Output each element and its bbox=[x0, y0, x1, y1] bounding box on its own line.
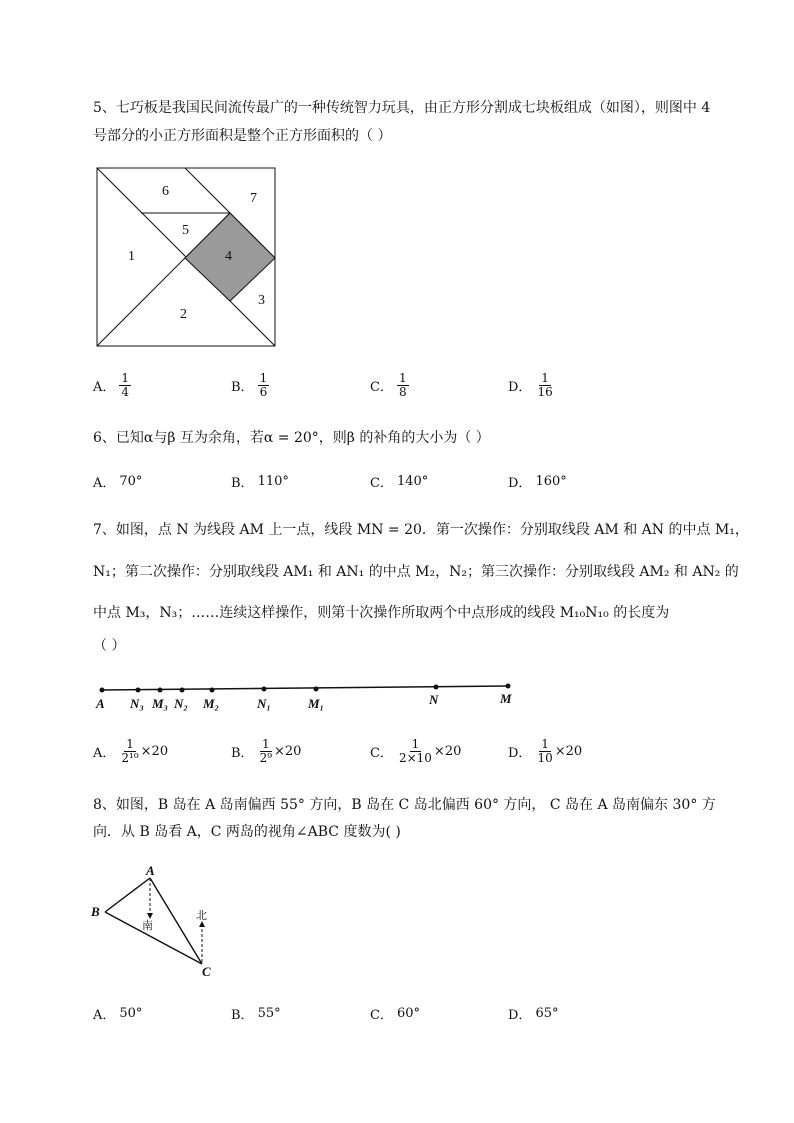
segment-label-n1: N₁ bbox=[257, 696, 271, 711]
islands-line-ac bbox=[150, 878, 202, 964]
q5-option-c-label: C． bbox=[370, 380, 393, 395]
q7-text-line3: 中点 M₃，N₃；……连续这样操作，则第十次操作所取两个中点形成的线段 M₁₀N₁₀ 的长度为 bbox=[93, 605, 670, 621]
q7-text-line1: 7、如图，点 N 为线段 AM 上一点，线段 MN = 20．第一次操作：分别取线段 AM 和 AN 的中点 M₁， bbox=[93, 522, 749, 538]
islands-figure bbox=[88, 860, 223, 980]
segment-point-n bbox=[434, 685, 439, 690]
segment-point-a bbox=[100, 688, 105, 693]
segment-point-m2 bbox=[210, 688, 215, 693]
tangram-label-5: 5 bbox=[182, 223, 189, 238]
tangram-label-7: 7 bbox=[250, 191, 257, 206]
segment-point-n3 bbox=[136, 688, 141, 693]
q7-option-b-fraction: $\frac{1}{\text{2⁹}}$ bbox=[259, 737, 273, 765]
q7-option-c[interactable]: C． $\frac{1}{2\times 10}$ ×20 bbox=[370, 737, 462, 765]
q6-option-b[interactable]: B． 110° bbox=[231, 474, 289, 491]
q7-option-b[interactable]: B． $\frac{1}{\text{2⁹}}$ ×20 bbox=[231, 737, 302, 765]
q8-option-b[interactable]: B． 55° bbox=[231, 1006, 281, 1023]
segment-point-n1 bbox=[262, 687, 267, 692]
islands-label-north: 北 bbox=[196, 910, 207, 922]
q7-text-line4: （ ） bbox=[93, 638, 126, 654]
tangram-label-3: 3 bbox=[258, 293, 265, 308]
q7-option-a[interactable]: A． $\frac{1}{\text{2¹⁰}}$ ×20 bbox=[93, 737, 169, 765]
q5-option-a-fraction: $\frac{1}{4}$ bbox=[121, 371, 130, 399]
q6-option-c[interactable]: C． 140° bbox=[370, 474, 429, 491]
segment-label-m: M bbox=[500, 691, 512, 706]
segment-figure bbox=[90, 678, 520, 714]
segment-point-m3 bbox=[158, 688, 163, 693]
segment-label-m3: M₃ bbox=[152, 696, 169, 711]
q8-option-c[interactable]: C． 60° bbox=[370, 1006, 420, 1023]
q8-option-d[interactable]: D． 65° bbox=[508, 1006, 559, 1023]
q6-option-b-value: 110° bbox=[257, 474, 289, 489]
q5-option-d[interactable] bbox=[508, 372, 555, 399]
tangram-figure bbox=[96, 167, 278, 349]
q7-option-a-fraction: $\frac{1}{\text{2¹⁰}}$ bbox=[121, 737, 139, 765]
q8-option-b-value: 55° bbox=[257, 1006, 281, 1021]
q6-option-a[interactable]: A． 70° bbox=[93, 474, 143, 491]
q5-option-b-label: B． bbox=[231, 380, 254, 395]
segment-label-m2: M₂ bbox=[203, 696, 220, 711]
q8-option-a-value: 50° bbox=[119, 1006, 143, 1021]
q7-option-d[interactable]: D． $\frac{1}{10}$ ×20 bbox=[508, 737, 583, 765]
tangram-label-1: 1 bbox=[128, 249, 135, 264]
segment-point-n2 bbox=[180, 688, 185, 693]
q5-option-b-fraction: $\frac{1}{6}$ bbox=[259, 371, 268, 399]
segment-point-m bbox=[506, 684, 511, 689]
tangram-label-4: 4 bbox=[225, 249, 232, 264]
islands-label-a: A bbox=[146, 863, 155, 878]
islands-label-b: B bbox=[91, 904, 100, 919]
q5-option-b[interactable] bbox=[231, 372, 269, 399]
q5-text-line1: 5、七巧板是我国民间流传最广的一种传统智力玩具，由正方形分割成七块板组成（如图），则图中 4 bbox=[93, 100, 711, 116]
q8-option-c-value: 60° bbox=[396, 1006, 420, 1021]
q5-option-d-fraction: $\frac{1}{16}$ bbox=[537, 371, 553, 399]
q8-text-line2: 向．从 B 岛看 A，C 两岛的视角∠ABC 度数为( ) bbox=[93, 824, 401, 840]
segment-label-n3: N₃ bbox=[130, 696, 144, 711]
tangram-label-2: 2 bbox=[180, 307, 187, 322]
q8-option-d-value: 65° bbox=[535, 1006, 559, 1021]
segment-label-m1: M₁ bbox=[308, 696, 325, 711]
q7-option-d-fraction: $\frac{1}{10}$ bbox=[537, 737, 553, 765]
islands-label-c: C bbox=[202, 964, 211, 979]
q5-option-d-label: D． bbox=[508, 380, 532, 395]
islands-label-south: 南 bbox=[142, 920, 153, 932]
segment-label-a: A bbox=[96, 696, 105, 711]
q6-option-a-value: 70° bbox=[119, 474, 143, 489]
q7-option-c-fraction: $\frac{1}{2\times 10}$ bbox=[398, 737, 432, 765]
q8-text-line1: 8、如图，B 岛在 A 岛南偏西 55° 方向，B 岛在 C 岛北偏西 60° 方向， C 岛在 A 岛南偏东 30° 方 bbox=[93, 797, 716, 813]
q6-option-d[interactable]: D． 160° bbox=[508, 474, 567, 491]
tangram-label-6: 6 bbox=[162, 184, 169, 199]
segment-label-n2: N₂ bbox=[174, 696, 188, 711]
segment-label-n: N bbox=[429, 692, 439, 707]
q7-text-line2: N₁；第二次操作：分别取线段 AM₁ 和 AN₁ 的中点 M₂，N₂；第三次操作：分别取线段 AM₂ 和 AN₂ 的 bbox=[93, 564, 739, 580]
q5-option-c-fraction: $\frac{1}{8}$ bbox=[398, 371, 407, 399]
q6-option-d-value: 160° bbox=[535, 474, 567, 489]
q5-option-a-label: A． bbox=[93, 380, 116, 395]
segment-line bbox=[102, 686, 508, 690]
q6-option-c-value: 140° bbox=[396, 474, 429, 489]
q5-text-line2: 号部分的小正方形面积是整个正方形面积的（ ） bbox=[93, 128, 392, 144]
q5-option-a[interactable] bbox=[93, 372, 131, 399]
q8-option-a[interactable]: A． 50° bbox=[93, 1006, 143, 1023]
segment-point-m1 bbox=[314, 687, 319, 692]
q6-text-line1: 6、已知α与β 互为余角，若α = 20°，则β 的补角的大小为（ ） bbox=[93, 430, 490, 446]
islands-line-ab bbox=[105, 878, 150, 912]
islands-line-bc bbox=[105, 912, 202, 964]
q5-option-c[interactable] bbox=[370, 372, 409, 399]
